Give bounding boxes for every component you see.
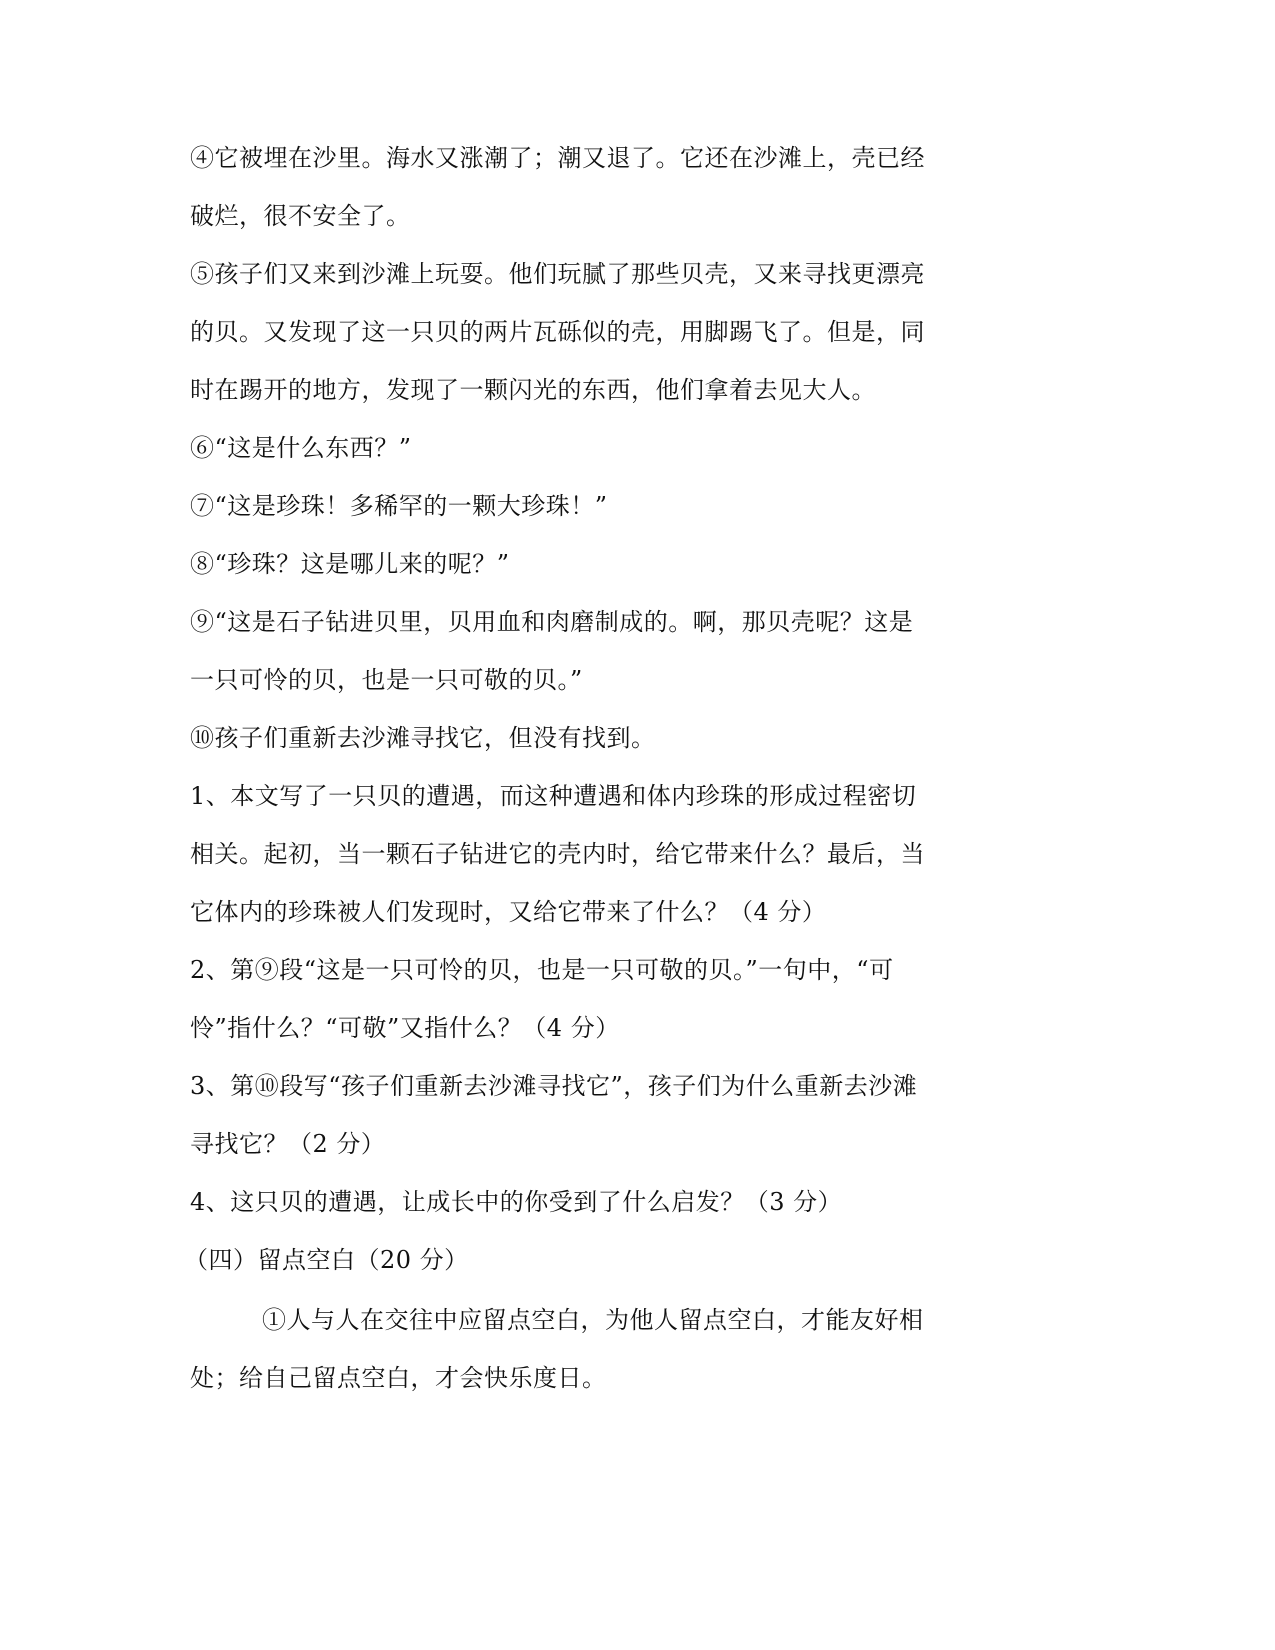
passage-line: ⑩孩子们重新去沙滩寻找它，但没有找到。 <box>190 724 656 752</box>
section-heading: （四）留点空白（20 分） <box>184 1246 469 1274</box>
question-line: 1、本文写了一只贝的遭遇，而这种遭遇和体内珍珠的形成过程密切 <box>190 782 917 810</box>
passage-line: 处；给自己留点空白，才会快乐度日。 <box>190 1364 607 1392</box>
passage-line: 破烂，很不安全了。 <box>190 202 411 230</box>
passage-line: ⑧“珍珠？这是哪儿来的呢？” <box>190 550 510 578</box>
question-line: 怜”指什么？“可敬”又指什么？（4 分） <box>190 1014 620 1042</box>
passage-line: 的贝。又发现了这一只贝的两片瓦砾似的壳，用脚踢飞了。但是，同 <box>190 318 925 346</box>
question-line: 2、第⑨段“这是一只可怜的贝，也是一只可敬的贝。”一句中，“可 <box>190 956 894 984</box>
passage-line: ⑥“这是什么东西？” <box>190 434 412 462</box>
passage-line: ⑦“这是珍珠！多稀罕的一颗大珍珠！” <box>190 492 608 520</box>
passage-line: 时在踢开的地方，发现了一颗闪光的东西，他们拿着去见大人。 <box>190 376 876 404</box>
question-line: 4、这只贝的遭遇，让成长中的你受到了什么启发？（3 分） <box>190 1188 843 1216</box>
question-line: 相关。起初，当一颗石子钻进它的壳内时，给它带来什么？最后，当 <box>190 840 925 868</box>
passage-line: ④它被埋在沙里。海水又涨潮了；潮又退了。它还在沙滩上，壳已经 <box>190 144 925 172</box>
passage-line: ①人与人在交往中应留点空白，为他人留点空白，才能友好相 <box>262 1306 924 1334</box>
passage-line: 一只可怜的贝，也是一只可敬的贝。” <box>190 666 583 694</box>
passage-line: ⑨“这是石子钻进贝里，贝用血和肉磨制成的。啊，那贝壳呢？这是 <box>190 608 914 636</box>
question-line: 它体内的珍珠被人们发现时，又给它带来了什么？（4 分） <box>190 898 827 926</box>
passage-line: ⑤孩子们又来到沙滩上玩耍。他们玩腻了那些贝壳，又来寻找更漂亮 <box>190 260 925 288</box>
question-line: 3、第⑩段写“孩子们重新去沙滩寻找它”，孩子们为什么重新去沙滩 <box>190 1072 918 1100</box>
question-line: 寻找它？（2 分） <box>190 1130 386 1158</box>
